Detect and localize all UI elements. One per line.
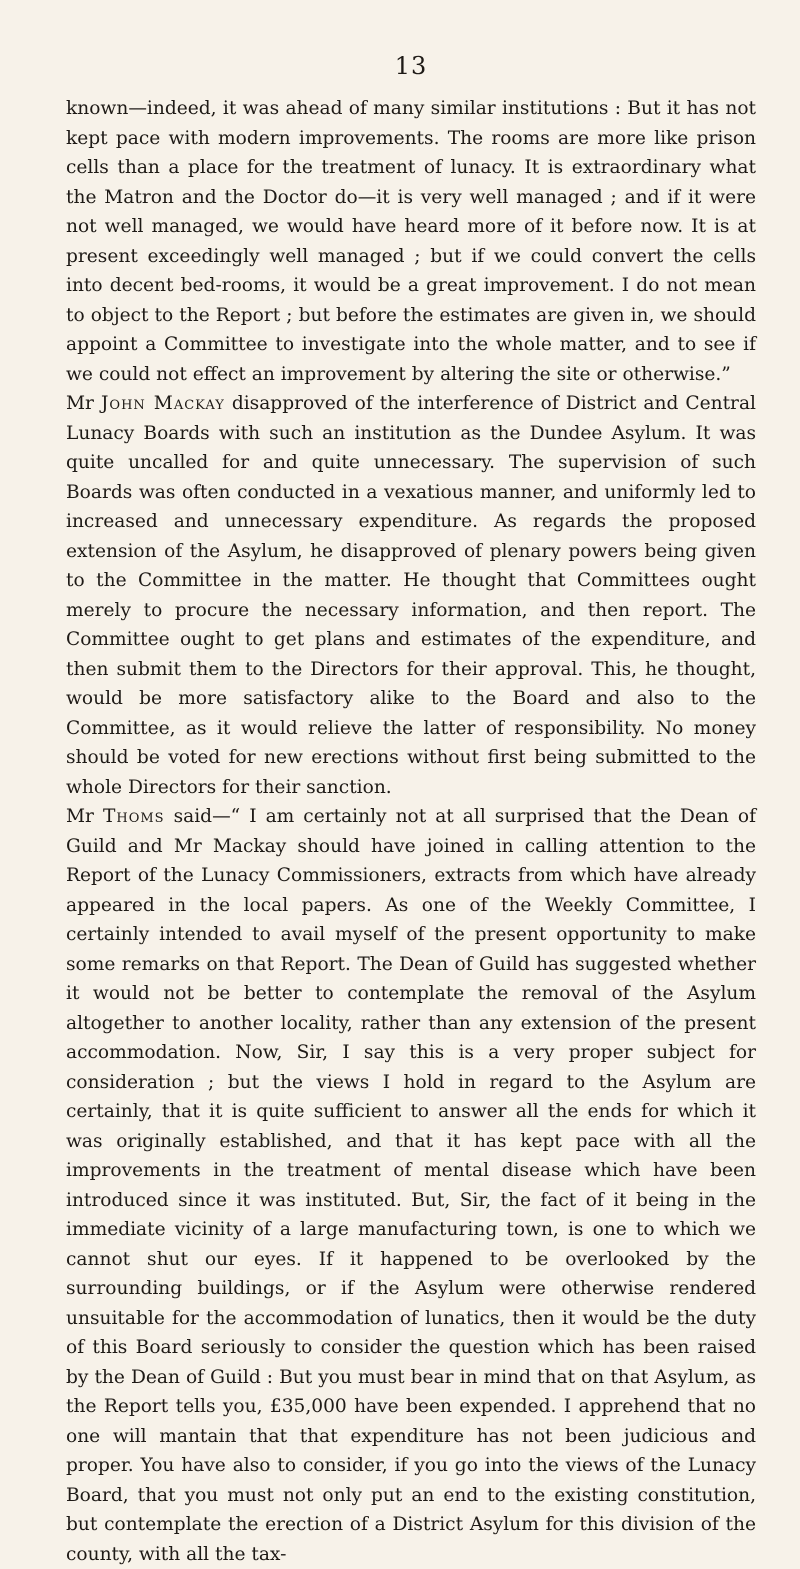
speaker-name: Thoms — [102, 806, 165, 827]
speaker-prefix: Mr — [66, 393, 101, 414]
paragraph-text: known—indeed, it was ahead of many similar institutions : But it has not kept pace with modern improvements. The rooms are more like prison cells than a place for the treatment of lunacy. It is extraordinary what the Matron and the Doctor do—it is very well managed ; and if it were not well managed, we would have heard more of it before now. It is at present exceedingly well managed ; but if we could convert the cells into decent bed-rooms, it would be a great improvement. I do not mean to object to the Report ; but before the estimates are given in, we should appoint a Committee to investigate into the whole matter, and to see if we could not effect an improvement by altering the site or otherwise.” — [66, 98, 756, 385]
page-number: 13 — [394, 52, 428, 80]
paragraph-text: disapproved of the interference of District and Central Lunacy Boards with such an institution as the Dundee Asylum. It was quite uncalled for and quite unnecessary. The supervision of such Boards was often conducted in a vexatious manner, and uniformly led to increased and unnecessary expenditure. As regards the proposed extension of the Asylum, he disapproved of plenary powers being given to the Committee in the matter. He thought that Committees ought merely to procure the necessary information, and then report. The Committee ought to get plans and estimates of the expenditure, and then submit them to the Directors for their approval. This, he thought, would be more satisfactory alike to the Board and also to the Committee, as it would relieve the latter of responsibility. No money should be voted for new erections without first being submitted to the whole Directors for their sanction. — [66, 393, 756, 798]
paragraph-3 — [66, 802, 756, 1569]
paragraph-2 — [66, 389, 756, 802]
speaker-name: John Mackay — [100, 393, 225, 414]
paragraph-1 — [66, 94, 756, 389]
paragraph-text: said—“ I am certainly not at all surprised that the Dean of Guild and Mr Mackay should have joined in calling attention to the Report of the Lunacy Commissioners, extracts from which have already appeared in the local papers. As one of the Weekly Committee, I certainly intended to avail myself of the present opportunity to make some remarks on that Report. The Dean of Guild has suggested whether it would not be better to contemplate the removal of the Asylum altogether to another locality, rather than any extension of the present accommodation. Now, Sir, I say this is a very proper subject for consideration ; but the views I hold in regard to the Asylum are certainly, that it is quite sufficient to answer all the ends for which it was originally established, and that it has kept pace with all the improvements in the treatment of mental disease which have been introduced since it was instituted. But, Sir, the fact of it being in the immediate vicinity of a large manufacturing town, is one to which we cannot shut our eyes. If it happened to be overlooked by the surrounding buildings, or if the Asylum were otherwise rendered unsuitable for the accommodation of lunatics, then it would be the duty of this Board seriously to consider the question which has been raised by the Dean of Guild : But you must bear in mind that on that Asylum, as the Report tells you, £35,000 have been expended. I apprehend that no one will mantain that that expenditure has not been judicious and proper. You have also to consider, if you go into the views of the Lunacy Board, that you must not only put an end to the existing constitution, but contemplate the erection of a District Asylum for this division of the county, with all the tax- — [66, 806, 756, 1565]
speaker-prefix: Mr — [66, 806, 103, 827]
